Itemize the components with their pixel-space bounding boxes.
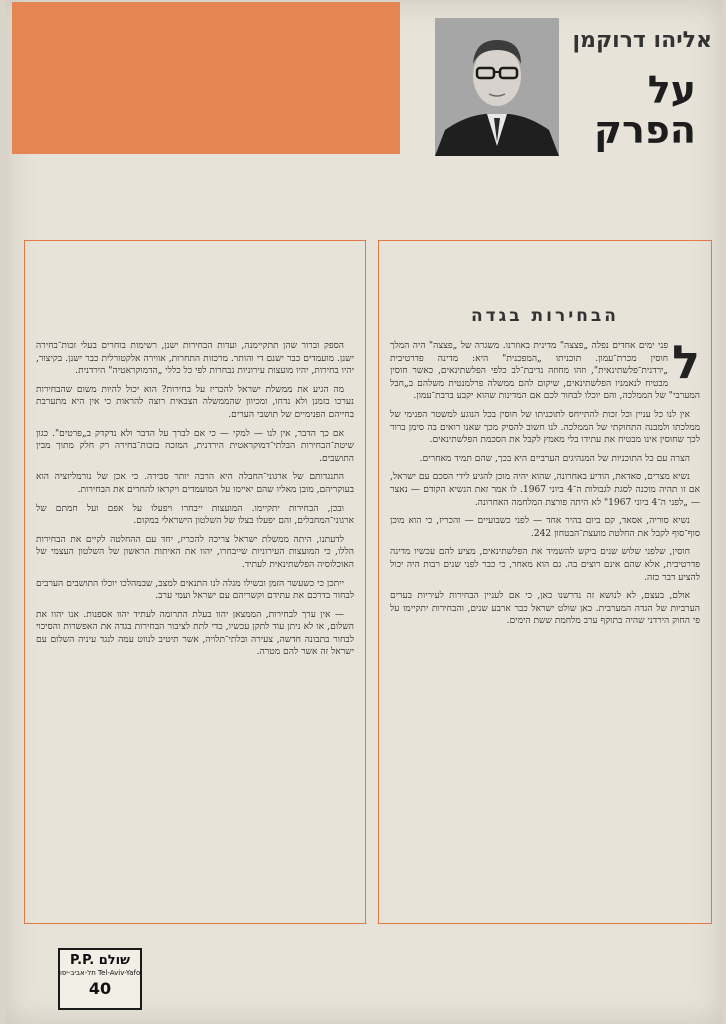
- paragraph: אם כך הדבר, אין לנו — למקי — כי אם לברך על הדבר ולא נדקדק ב„פרטים". כגון שיטת־הבחירות הבלתי־דמוקראטית הירדנית, המזכה בזכות־בחירה רק חלק מתוך מבין התושבים.: [36, 428, 354, 464]
- orange-header-block: [12, 2, 400, 154]
- author-photo: [435, 18, 559, 156]
- paragraph: הצרה עם כל התוכניות של המנהיגים הערביים היא בכך, שהם תמיד מאחרים.: [419, 453, 690, 464]
- portrait-image: [435, 18, 559, 156]
- left-column-text: [36, 340, 354, 916]
- paragraph: הספק וברור שהן תתקיימנה, ועדות הבחירות ישנן, רשימות בוחרים בעלי זכות־בחירה ישנן. מועמדים כבר ישנם די והותר. מרכזות התחרות, אווירה אלקטורלית כבר ישנן. בקיצור, יהיו בחירות, יהיו מועצות עירוניות נבחרות לפי כל כללי „הדמוקראטיה" הירדנית.: [36, 341, 354, 377]
- section-title-line2: הפרק: [594, 108, 696, 152]
- right-column-text: [390, 340, 700, 916]
- paragraph: אין לנו כל עניין וכל זכות להתייחס לתוכניתו של חוסין בכל הנוגע למשטר הפנימי של ממלכתו ולמבנה התחוקתי של הממלכה. לנו חשוב להסיק מכך שאנו רואים בה סימן ברור לכך שחוסין אינו מבטיח את עתידו בלי מאמץ לקבל את הסכמת הפלשתינאים.: [390, 409, 700, 446]
- author-name: אליהו דרוקמן: [572, 28, 712, 53]
- paragraph: ובכן, הבחירות יתקיימו. המועצות ייבחרו ויפעלו על אפם ועל חמתם של ארגוני־המחבלים, והם יפעלו בצלו של השלטון הישראלי במקום.: [36, 503, 354, 527]
- paragraph: נשיא סוריה, אסאד, קם ביום בהיר אחד — לפני כשבועיים — והכריז, כי הוא מוכן סוף־סוף לקבל את החלטת מועצת־הבטחון 242.: [390, 516, 700, 539]
- paragraph: פני ימים אחדים נפלה „פצצה" מדינית באוזרנו. משגרה של „פצצה" היה המלך חוסין מכרת־עמון. תוכניתו „המפכנית" היא: מדינה פדרטיבית „ירדנית־פלשתינאית", וזהו מחוזה נדיבת־לב כלפי הפלשתינאים, כאשר חוסין מבטיח לנאמניו הפלשתינאים, שיקום להם ממשלה פרלמנטית משלהם ב„חבל המערבי" של הממלכה, והם יוכלו לבחור לכם אם המדינות שהוא יקבע ברבת־עמון.: [390, 341, 700, 402]
- paragraph: — אין ערך לבחירות, הממצאן יהוו בעלת התרומה לעתיד יהוו אספנות. אנו יהוו את השלום, או לא ניתן עוד לתקן עכשיו, כדי לתת לציבור הבחירות בגדה את האפשרות והסיכוי לבחור בתבונה חדשה, צעירה ובלתי־תלויה, אשר תיטיב לנווט עמה לנגד עיניה השלום עם ישראל זה אשר להם מטרה.: [36, 609, 354, 658]
- section-title: [594, 70, 696, 150]
- paragraph: נשיא מצרים, סאדאת, הודיע באחרונה, שהוא יהיה מוכן להגיע לידי הסכם עם ישראל, אם זו תהיה מוכנה לסגת לגבולות ה־4 ביוני 1967. לו אמר זאת הנשיא הקודם — נאצר — „לפני ה־4 ביוני 1967" לא היתה פורצת המלחמה האחרונה.: [390, 472, 700, 508]
- paragraph: לדעתנו, היתה ממשלת ישראל צריכה להכריז, יחד עם ההחלטה לקיים את הבחירות הללו, כי המועצות העירוניות שייבחרו, יהוו את האיתות הראשון של השלטון העצמי של האוכלוסיה הפלשתינאית לעתיד.: [36, 534, 354, 570]
- section-title-line1: על: [647, 68, 696, 112]
- paragraph: התנגדותם של ארגוני־החבלה היא הרבה יותר סבירה. כי אכן של נורמליזציה הוא בעוקריהם, מובן מאליו שהם יאיימו על המועמדים ויקראו להחרים את הבחירות.: [36, 472, 354, 495]
- paragraph: חוסין, שלפני שלוש שנים ביקש להשמיד את הפלשתינאים, מציע להם עכשיו מדינה פדרטיבית, אלא שהם אינם רוצים בה. גם הוא מאחר, כי כבר לפני שנים רבות היה יכול להציע דבר כזה.: [390, 547, 700, 583]
- paragraph: מה הגיע את ממשלת ישראל להכריז על בחירות? הוא יכול להיות משום שהבחירות נערכו בזמנן ולא נדחו, ומכיוון שהממשלה הצבאית רוצה להראות כי אין היא מתערבת בחייהם הפנימיים של תושבי הערים.: [36, 384, 354, 420]
- article-title: הבחירות בגדה: [471, 306, 619, 326]
- drop-cap: ל: [672, 340, 700, 389]
- stamp-name: P.P. שולם: [70, 953, 130, 968]
- paragraph: ייתכן כי כשעשר הזמן ובשילו מגלה לנו התנאים למצב, שבמהלכו יוכלו התושבים הערבים לבחור בדרכם את עתידם וקשריהם עם ישראל ועמי ערב.: [36, 578, 354, 602]
- paragraph: אולם, בעצם, לא לנושא זה נדרשנו כאן, כי אם לעניין הבחירות לעיריות בערים הערביות של הגדה המערבית. כאן שולט ישראל כבר ארבע שנים, והבחירות יתקיימו על פי החוק הירדני שהיה בתוקף ערב מלחמת ששת הימים.: [390, 591, 700, 627]
- stamp-city: תל-אביב-יפו Tel-Aviv-Yafo: [60, 969, 141, 977]
- page-number: 40: [88, 979, 112, 998]
- postage-stamp: [58, 948, 142, 1010]
